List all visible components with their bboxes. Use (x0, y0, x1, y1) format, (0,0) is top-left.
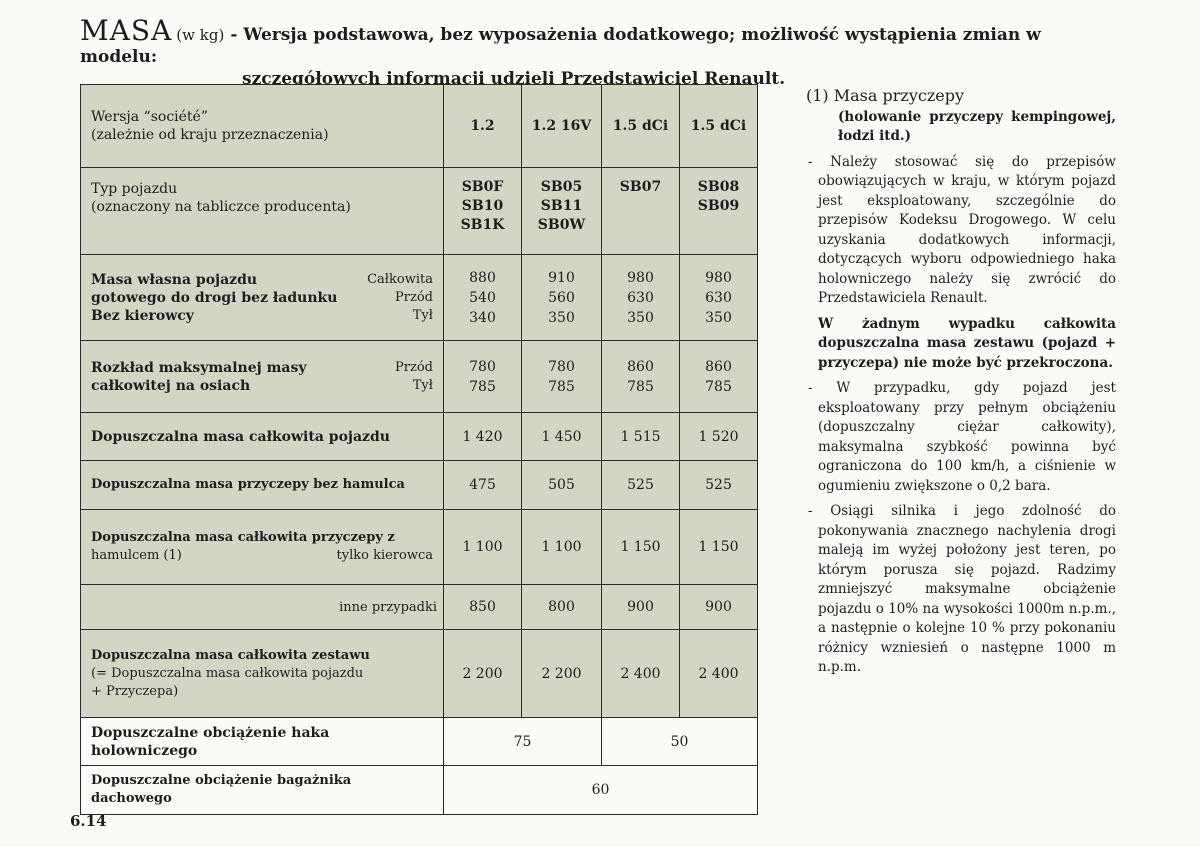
roof-label (81, 766, 444, 815)
page-number: 6.14 (70, 812, 107, 830)
gvw-cell: 1 515 (602, 413, 680, 461)
unbraked-cell: 525 (602, 461, 680, 510)
braked-cell: 1 150 (602, 510, 680, 585)
axle-cell: 860 785 (602, 341, 680, 413)
curb-cell: 980 630 350 (602, 255, 680, 341)
roof-label-text: Dopuszczalne obciążenie bagażnika dachowego (91, 773, 352, 806)
axle-cell: 780 785 (522, 341, 602, 413)
roof-row (81, 766, 758, 815)
axle-cell: 860 785 (680, 341, 758, 413)
braked-line2: hamulcem (1) (91, 548, 182, 563)
unbraked-label (81, 461, 444, 510)
type-label-title: Typ pojazdu (91, 181, 178, 197)
hitch-cell: 50 (602, 718, 758, 766)
braked-cell: 800 (522, 585, 602, 630)
axle-row (81, 341, 758, 413)
curb-line3: Bez kierowcy (91, 307, 194, 324)
side-warning: W żadnym wypadku całkowita dopuszczalna masa zestawu (pojazd + przyczepa) nie może być przekroczona. (818, 315, 1116, 371)
combo-cell: 2 200 (522, 630, 602, 718)
type-cell: SB07 (602, 168, 680, 255)
combo-cell: 2 400 (680, 630, 758, 718)
axle-sub-rear: Tył (412, 377, 433, 393)
title-line2: szczegółowych informacji udzieli Przedstawiciel Renault. (242, 69, 786, 89)
axle-label (81, 341, 444, 413)
braked-label (81, 510, 444, 585)
side-paragraph-3: - Osiągi silnika i jego zdolność do pokonywania znacznego nachylenia drogi maleją im wyżej położony jest teren, po którym porusza się pojazd. Radzimy zmniejszyć maksymalne obciążenie pojazdu o 10% na wysokości 1000m n.p.m., a następnie o kolejne 10 % przy pokonaniu różnicy wzniesień o następne 1000 m n.p.m. (808, 503, 1116, 675)
version-cell: 1.5 dCi (602, 85, 680, 168)
unbraked-cell: 505 (522, 461, 602, 510)
gvw-cell: 1 420 (444, 413, 522, 461)
version-label (81, 85, 444, 168)
version-row (81, 85, 758, 168)
curb-line1: Masa własna pojazdu (91, 271, 258, 288)
hitch-label-text: Dopuszczalne obciążenie haka holowniczego (91, 724, 330, 759)
braked-row-1 (81, 510, 758, 585)
braked-cell: 900 (680, 585, 758, 630)
title-line1: - Wersja podstawowa, bez wyposażenia dodatkowego; możliwość wystąpienia zmian w modelu: (80, 25, 1041, 67)
gvw-cell: 1 450 (522, 413, 602, 461)
combo-cell: 2 400 (602, 630, 680, 718)
combo-row (81, 630, 758, 718)
type-cell: SB08 SB09 (680, 168, 758, 255)
side-paragraph-2: - W przypadku, gdy pojazd jest eksploatowany przy pełnym obciążeniu (dopuszczalny ciężar całkowity), maksymalna szybkość powinna być ograniczona do 100 km/h, a ciśnienie w ogumieniu zwiększone o 0,2 bara. (808, 380, 1116, 494)
braked-line1: Dopuszczalna masa całkowita przyczepy z (91, 530, 395, 545)
curb-cell: 910 560 350 (522, 255, 602, 341)
braked-cell: 1 100 (444, 510, 522, 585)
unbraked-cell: 525 (680, 461, 758, 510)
unbraked-row (81, 461, 758, 510)
version-cell: 1.2 16V (522, 85, 602, 168)
roof-cell: 60 (444, 766, 758, 815)
combo-line3: + Przyczepa) (91, 683, 179, 699)
side-notes (806, 86, 1116, 684)
version-cell: 1.2 (444, 85, 522, 168)
gvw-cell: 1 520 (680, 413, 758, 461)
type-cell: SB0F SB10 SB1K (444, 168, 522, 255)
braked-cell: 1 100 (522, 510, 602, 585)
combo-cell: 2 200 (444, 630, 522, 718)
type-label-note: (oznaczony na tabliczce producenta) (91, 199, 351, 215)
version-label-title: Wersja “société” (91, 109, 208, 125)
curb-label (81, 255, 444, 341)
axle-cell: 780 785 (444, 341, 522, 413)
curb-sub-rear: Tył (412, 307, 433, 323)
curb-cell: 880 540 340 (444, 255, 522, 341)
side-paragraph-1: - Należy stosować się do przepisów obowiązujących w kraju, w którym pojazd jest eksploatowany, szczególnie do przepisów Kodeksu Drogowego. W celu uzyskania dodatkowych informacji, dotyczących wyboru odpowiedniego haka holowniczego należy się zwrócić do Przedstawiciela Renault. (808, 153, 1116, 306)
braked-sub-driver: tylko kierowca (336, 548, 433, 563)
version-label-note: (zależnie od kraju przeznaczenia) (91, 127, 329, 143)
title-main: MASA (80, 14, 173, 47)
type-label (81, 168, 444, 255)
unbraked-label-text: Dopuszczalna masa przyczepy bez hamulca (91, 477, 405, 492)
braked-cell: 1 150 (680, 510, 758, 585)
curb-cell: 980 630 350 (680, 255, 758, 341)
braked-cell: 850 (444, 585, 522, 630)
axle-line2: całkowitej na osiach (91, 377, 251, 394)
hitch-label (81, 718, 444, 766)
hitch-row (81, 718, 758, 766)
braked-sub-other: inne przypadki (81, 585, 444, 630)
curb-sub-front: Przód (395, 289, 433, 305)
braked-cell: 900 (602, 585, 680, 630)
type-row (81, 168, 758, 255)
page-title (80, 14, 1120, 90)
combo-label (81, 630, 444, 718)
version-cell: 1.5 dCi (680, 85, 758, 168)
axle-sub-front: Przód (395, 359, 433, 375)
braked-row-2 (81, 585, 758, 630)
unbraked-cell: 475 (444, 461, 522, 510)
hitch-cell: 75 (444, 718, 602, 766)
axle-line1: Rozkład maksymalnej masy (91, 359, 307, 376)
curb-line2: gotowego do drogi bez ładunku (91, 289, 338, 306)
gvw-label (81, 413, 444, 461)
mass-table (80, 84, 758, 815)
combo-line2: (= Dopuszczalna masa całkowita pojazdu (91, 665, 364, 681)
title-unit: (w kg) (176, 26, 225, 44)
side-subheading: (holowanie przyczepy kempingowej, łodzi itd.) (838, 108, 1116, 144)
type-cell: SB05 SB11 SB0W (522, 168, 602, 255)
curb-sub-total: Całkowita (367, 271, 433, 287)
curb-row (81, 255, 758, 341)
gvw-label-text: Dopuszczalna masa całkowita pojazdu (91, 428, 390, 445)
gvw-row (81, 413, 758, 461)
side-heading: (1) Masa przyczepy (806, 86, 965, 105)
combo-line1: Dopuszczalna masa całkowita zestawu (91, 647, 370, 663)
